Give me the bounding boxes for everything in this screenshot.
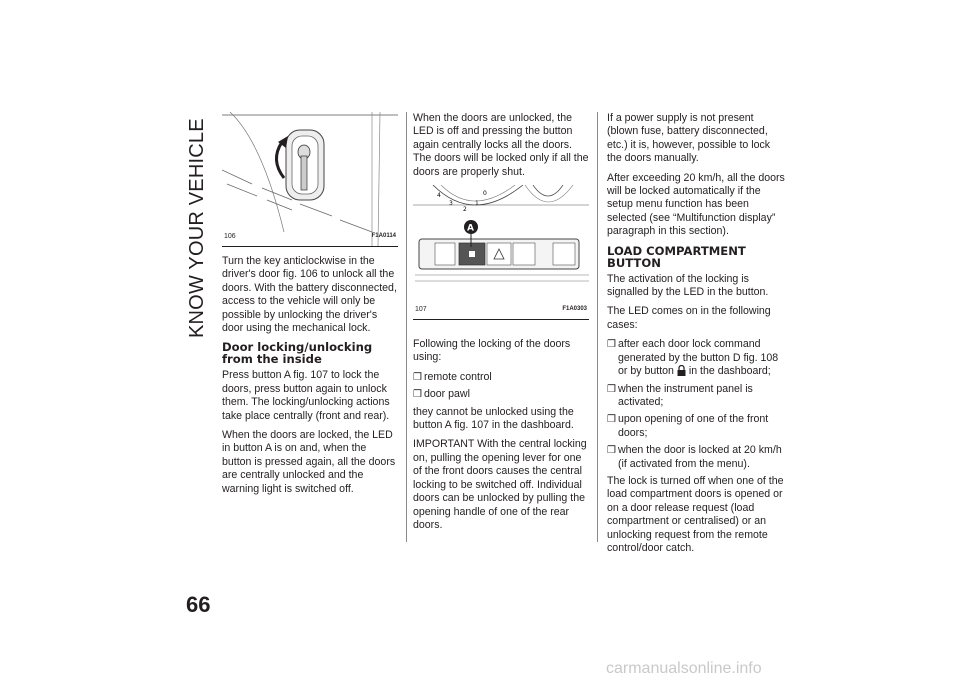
svg-text:1: 1 (475, 200, 479, 208)
column-divider-1 (406, 112, 407, 542)
bullet-icon: ❒ (413, 371, 422, 383)
dashboard-button-illustration (413, 185, 589, 319)
list-item: ❒ after each door lock command generated by the button D fig. 108 or by button in the dashboard; (607, 338, 779, 378)
paragraph: Turn the key anticlockwise in the driver's door fig. 106 to unlock all the doors. With the battery disconnected, access to the vehicle will only be possible by unlocking the driver's door using the mechanical lock. (222, 255, 397, 335)
callout-a: A (467, 223, 474, 234)
figure-code: F1A0303 (562, 305, 587, 312)
paragraph: The lock is turned off when one of the load compartment doors is opened or on a door release request (load compartment or centralised) or an unlocking request from the remote control/door catch. (607, 474, 784, 554)
paragraph: The activation of the locking is signalled by the LED in the button. (607, 272, 769, 299)
column-3 (607, 112, 787, 561)
paragraph: they cannot be unlocked using the button A fig. 107 in the dashboard. (413, 405, 574, 432)
figure-code: F1A0114 (371, 232, 396, 239)
svg-text:3: 3 (449, 200, 453, 208)
column-divider-2 (597, 112, 598, 542)
bullet-icon: ❒ (413, 389, 422, 401)
bullet-icon: ❒ (607, 339, 616, 351)
paragraph: IMPORTANT With the central locking on, pulling the opening lever for one of the front doors causes the central locking to be switched off. Individual doors can be unlocked by pulling the opening handle of one of the rear doors. (413, 438, 587, 531)
column-2 (413, 112, 591, 538)
list-item: ❒ door pawl (413, 388, 470, 401)
bullet-icon: ❒ (607, 383, 616, 395)
bullet-icon: ❒ (607, 414, 616, 426)
list-item: ❒ remote control (413, 370, 492, 383)
paragraph: After exceeding 20 km/h, all the doors will be locked automatically if the setup menu function has been selected (see “Multifunction display” paragraph in this section). (607, 171, 785, 238)
column-1 (222, 112, 398, 502)
paragraph: If a power supply is not present (blown fuse, battery disconnected, etc.) it is, however, possible to lock the doors manually. (607, 112, 771, 165)
figure-number: 106 (224, 232, 236, 240)
figure-107 (413, 185, 589, 320)
list-item: ❒ when the door is locked at 20 km/h (if activated from the menu). (607, 444, 782, 470)
paragraph: Following the locking of the doors using: (413, 338, 571, 364)
svg-text:0: 0 (483, 190, 487, 198)
lock-icon (677, 365, 686, 376)
svg-text:2: 2 (463, 206, 467, 214)
paragraph: The LED comes on in the following cases: (607, 305, 771, 331)
section-heading: Door locking/unlocking from the inside (222, 340, 373, 367)
door-key-illustration (222, 112, 398, 246)
figure-number: 107 (415, 305, 427, 313)
paragraph: When the doors are locked, the LED in button A is on and, when the button is pressed again, all the doors are centrally unlocked and the warning light is switched off. (222, 429, 396, 495)
svg-text:4: 4 (437, 192, 441, 200)
list-item: ❒ upon opening of one of the front doors; (607, 413, 769, 439)
page-number: 66 (186, 592, 211, 617)
section-heading: LOAD COMPARTMENT BUTTON (607, 243, 746, 270)
watermark: carmanualsonline.info (606, 660, 762, 677)
list-item: ❒ when the instrument panel is activated; (607, 382, 753, 408)
section-side-tab: KNOW YOUR VEHICLE (186, 118, 208, 338)
paragraph: Press button A fig. 107 to lock the doors, press button again to unlock them. The locking/unlocking actions take place centrally (front and rear). (222, 369, 390, 422)
figure-106 (222, 112, 398, 247)
bullet-icon: ❒ (607, 445, 616, 457)
paragraph: When the doors are unlocked, the LED is off and pressing the button again centrally locks all the doors. The doors will be locked only if all the doors are properly shut. (413, 112, 589, 178)
